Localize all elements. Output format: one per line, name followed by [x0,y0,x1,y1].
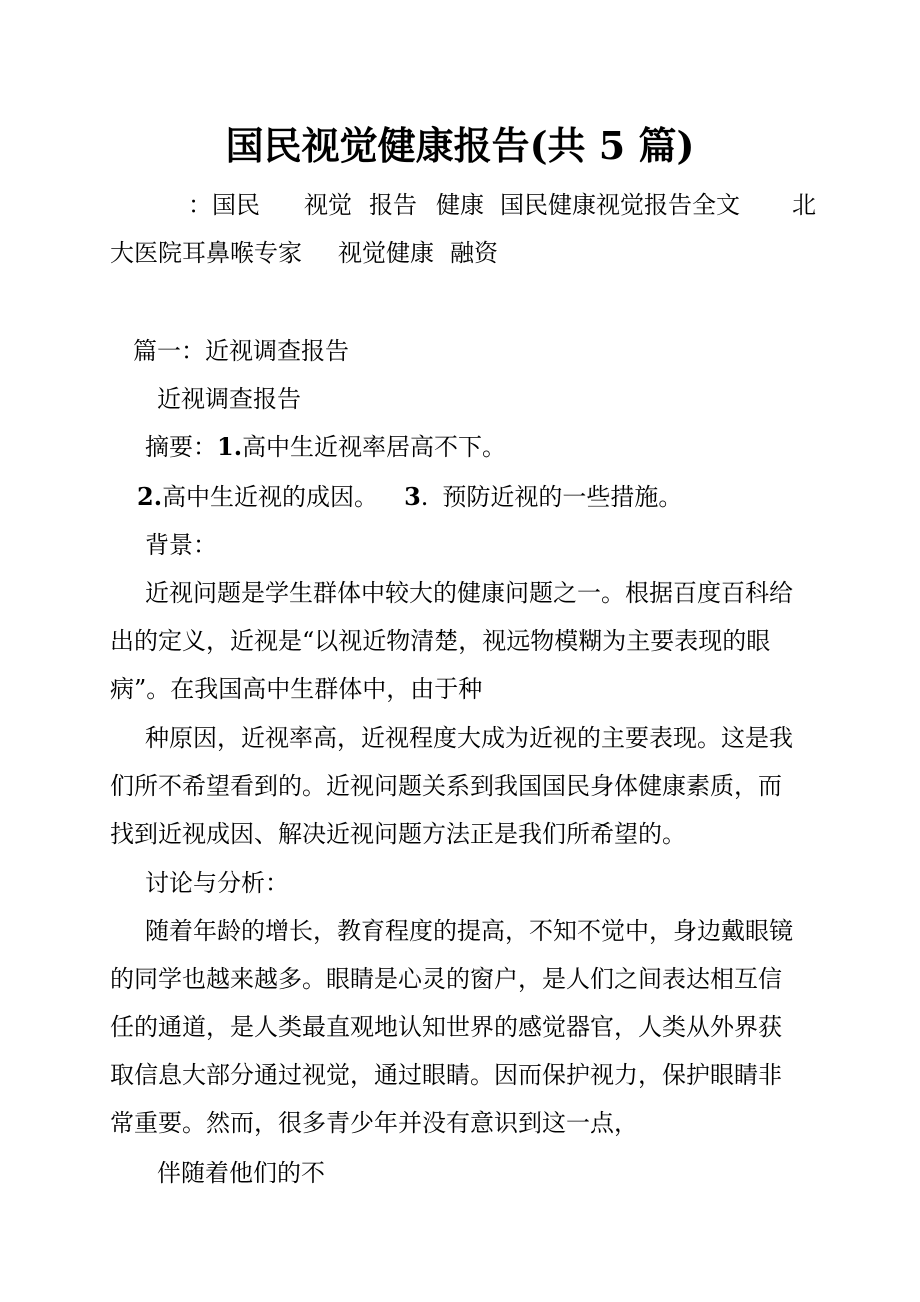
subheading: 近视调查报告 [157,385,301,413]
paragraph-line: 出的定义，近视是“以视近物清楚，视远物模糊为主要表现的眼 [110,627,771,655]
keyword-item: 视觉 [304,191,352,219]
section-heading: 篇一：近视调查报告 [133,337,349,365]
background-label: 背景： [145,531,217,559]
abstract-item-text: 预防近视的一些措施。 [442,483,683,511]
paragraph-line: 们所不希望看到的。近视问题关系到我国国民身体健康素质，而 [110,772,782,800]
abstract-item-number: 1. [217,432,243,461]
abstract-label: 摘要： [145,433,217,461]
paragraph-line: 伴随着他们的不 [157,1159,325,1187]
paragraph-line: 常重要。然而，很多青少年并没有意识到这一点， [110,1109,638,1137]
keyword-item: 北 [792,191,816,219]
keyword-item: 报告 [369,191,417,219]
keyword-item: 大医院耳鼻喉专家 [110,239,302,267]
paragraph-line: 种原因，近视率高，近视程度大成为近视的主要表现。这是我 [145,724,793,752]
paragraph-line: 任的通道，是人类最直观地认知世界的感觉器官，人类从外界获 [110,1013,782,1041]
paragraph-line: 近视问题是学生群体中较大的健康问题之一。根据百度百科给 [145,579,793,607]
keywords-line-2 [110,236,820,270]
abstract-item-separator: . [420,483,429,511]
document-title: 国民视觉健康报告(共 5 篇) [225,123,695,168]
abstract-item-text: 高中生近视率居高不下。 [242,433,507,461]
abstract-line-2 [137,480,682,514]
abstract-item-number: 2. [137,482,163,511]
paragraph-line: 的同学也越来越多。眼睛是心灵的窗户，是人们之间表达相互信 [110,965,782,993]
keyword-item: 融资 [450,239,498,267]
keyword-prefix: ：国民 [188,191,260,219]
abstract-item-number: 3 [404,482,421,511]
keyword-item: 国民健康视觉报告全文 [500,191,740,219]
keyword-item: 健康 [436,191,484,219]
paragraph-line: 取信息大部分通过视觉，通过眼睛。因而保护视力，保护眼睛非 [110,1061,782,1089]
paragraph-line: 随着年龄的增长，教育程度的提高，不知不觉中，身边戴眼镜 [145,917,793,945]
abstract-item-text: 高中生近视的成因。 [162,483,379,511]
discussion-label: 讨论与分析： [145,869,289,897]
abstract-line-1 [145,430,506,464]
keywords-line-1 [110,188,820,222]
keyword-item: 视觉健康 [338,239,434,267]
paragraph-line: 病”。在我国高中生群体中，由于种 [110,675,483,703]
paragraph-line: 找到近视成因、解决近视问题方法正是我们所希望的。 [110,820,686,848]
